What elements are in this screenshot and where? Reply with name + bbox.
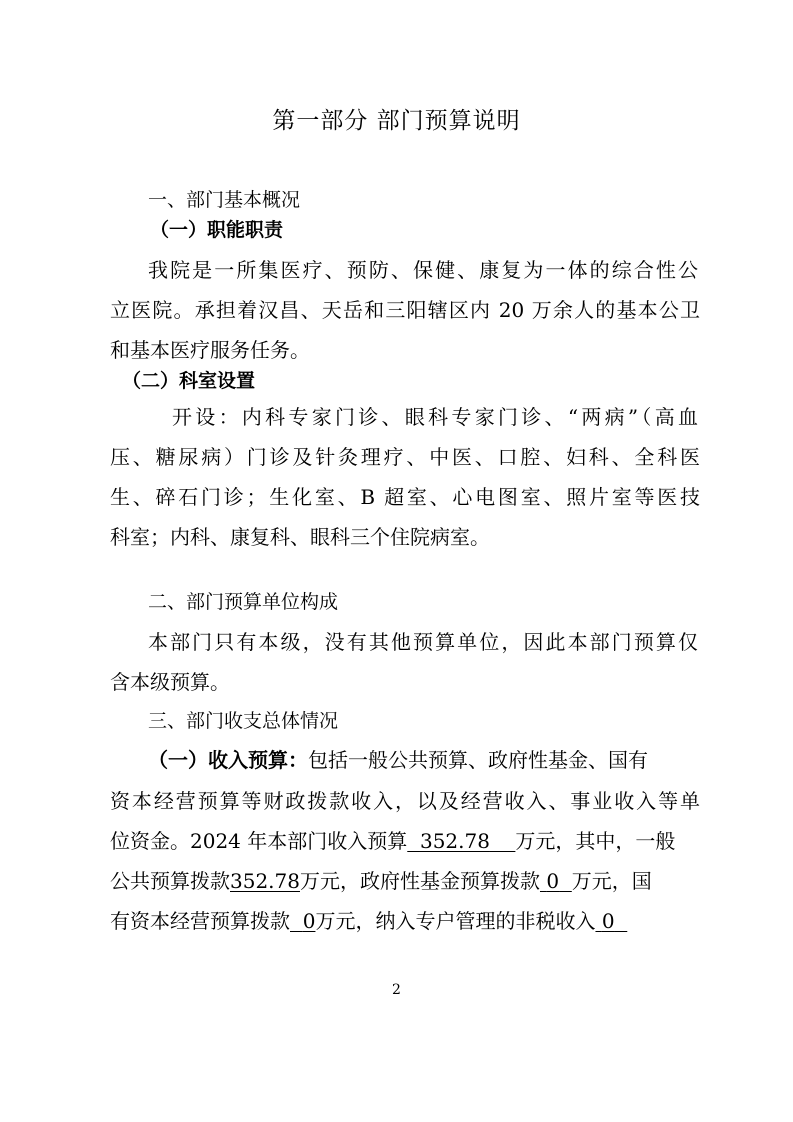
income-line-5-text-b: 万元，纳入专户管理的非税收入 [315,909,596,933]
section-3-heading: 三、部门收支总体情况 [148,710,339,732]
income-paragraph-line-4 [110,869,700,893]
income-line-5-text-a: 有资本经营预算拨款 [110,909,290,933]
duty-paragraph-line-1: 我院是一所集医疗、预防、保健、康复为一体的综合性公 [148,258,698,282]
section-1-sub-1-heading: （一）职能职责 [150,219,284,241]
income-budget-label: （一）收入预算： [148,748,308,772]
budget-unit-paragraph-line-1: 本部门只有本级，没有其他预算单位，因此本部门预算仅 [148,630,698,654]
income-paragraph-line-5 [110,909,700,933]
income-line-1-text: 包括一般公共预算、政府性基金、国有 [308,748,648,772]
general-budget-value: 352.78 [230,869,300,893]
duty-paragraph-line-3: 和基本医疗服务任务。 [110,338,310,362]
income-line-3-text-b: 万元，其中，一般 [515,829,676,853]
total-income-value: 352.78 [419,829,490,853]
budget-unit-paragraph-line-2: 含本级预算。 [110,670,230,694]
income-line-4-text-c: 万元，国 [571,869,652,893]
income-line-4-text-a: 公共预算拨款 [110,869,230,893]
page-title: 第一部分 部门预算说明 [272,108,521,134]
non-tax-income-value: 0 [601,909,615,933]
duty-paragraph-line-2: 立医院。承担着汉昌、天岳和三阳辖区内 20 万余人的基本公卫 [110,298,700,322]
section-1-heading: 一、部门基本概况 [148,189,301,211]
government-fund-value: 0 [546,869,560,893]
section-2-heading: 二、部门预算单位构成 [148,591,339,613]
income-line-3-text-a: 位资金。2024 年本部门收入预算 [110,829,408,853]
page-number: 2 [392,982,401,998]
departments-paragraph-line-1: 开设：内科专家门诊、眼科专家门诊、“两病”（高血 [172,405,698,429]
departments-paragraph-line-2: 压、糖尿病）门诊及针灸理疗、中医、口腔、妇科、全科医 [110,445,700,469]
departments-paragraph-line-3: 生、碎石门诊；生化室、B 超室、心电图室、照片室等医技 [110,485,700,509]
income-paragraph-line-3 [110,829,700,853]
section-1-sub-2-heading: （二）科室设置 [122,370,256,392]
income-line-4-text-b: 万元，政府性基金预算拨款 [299,869,540,893]
income-paragraph-line-1 [148,748,698,772]
departments-paragraph-line-4: 科室；内科、康复科、眼科三个住院病室。 [110,525,490,549]
income-paragraph-line-2: 资本经营预算等财政拨款收入，以及经营收入、事业收入等单 [110,789,700,813]
state-capital-value: 0 [302,909,316,933]
